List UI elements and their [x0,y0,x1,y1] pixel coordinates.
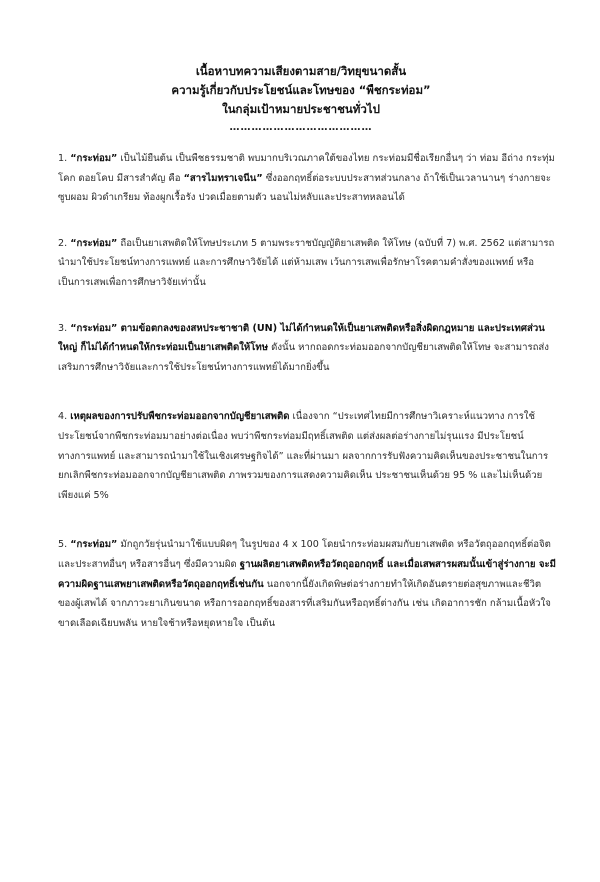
paragraph-4 [58,407,556,505]
header-line-2 [46,81,556,100]
paragraph-segment: ดังนั้น หากถอดกระท่อมออกจากบัญชียาเสพติดให้โทษ จะสามารถส่งเสริมการศึกษาวิจัยและการใช้ประโยชน์ทางการแพทย์ได้มากยิ่งขึ้น [58,342,549,373]
paragraph-segment: เนื่องจาก “ประเทศไทยมีการศึกษาวิเคราะห์แนวทาง การใช้ประโยชน์จากพืชกระท่อมมาอย่างต่อเนื่อง พบว่าพืชกระท่อมมีฤทธิ์เสพติด แต่ส่งผลต่อร่างกายไม่รุนแรง มีประโยชน์ทางการแพทย์ และสามารถนำมาใช้ในเชิงเศรษฐกิจได้” และที่ผ่านมา ผลจากการรับฟังความคิดเห็นของประชาชนในการยกเลิกพืชกระท่อมออกจากบัญชียาเสพติด ภาพรวมของการแสดงความคิดเห็น ประชาชนเห็นด้วย 95 % และไม่เห็นด้วยเพียงแค่ 5% [58,411,549,501]
article-header [46,62,556,119]
paragraph-segment: ฐานผลิตยาเสพติดหรือวัตถุออกฤทธิ์ และเมื่อเสพสารผสมนั้นเข้าสู่ร่างกาย จะมีความผิดฐานเสพยาเสพติดหรือวัตถุออกฤทธิ์เช่นกัน [58,558,556,590]
header-line-2-term: “พืชกระท่อม” [358,83,431,97]
paragraph-number: 3. [58,322,71,334]
paragraph-number: 5. [58,539,71,551]
paragraph-segment: “สารไมทราเจนีน” [183,172,263,184]
paragraph-5 [58,535,556,633]
header-line-2-prefix: ความรู้เกี่ยวกับประโยชน์และโทษของ [171,83,359,97]
paragraph-segment: ซึ่งออกฤทธิ์ต่อระบบประสาทส่วนกลาง ถ้าใช้เป็นเวลานานๆ ร่างกายจะซูบผอม ผิวดำเกรียม ท้องผูกเรื้อรัง ปวดเมื่อยตามตัว นอนไม่หลับและประสาทหลอนได้ [58,172,552,204]
paragraph-segment: มักถูกวัยรุ่นนำมาใช้แบบผิดๆ ในรูปของ 4 x 100 โดยนำกระท่อมผสมกับยาเสพติด หรือวัตถุออกฤทธิ์ต่อจิตและประสาทอื่นๆ หรือสารอื่นๆ ซึ่งมีความผิด [58,539,551,570]
paragraph-segment: เป็นไม้ยืนต้น เป็นพืชธรรมชาติ พบมากบริเวณภาคใต้ของไทย กระท่อมมีชื่อเรียกอื่นๆ ว่า ท่อม อีถ่าง กระทุ่มโคก ดอยโคบ มีสารสำคัญ คือ [58,153,555,184]
paragraph-segment: “กระท่อม” ตามข้อตกลงของสหประชาชาติ (UN) ไม่ได้กำหนดให้เป็นยาเสพติดหรือสิ่งผิดกฎหมาย และประเทศส่วนใหญ่ ก็ไม่ได้กำหนดให้กระท่อมเป็นยาเสพติดให้โทษ [58,322,545,354]
paragraph-segment: “กระท่อม” [70,237,118,249]
header-line-3: ในกลุ่มเป้าหมายประชาชนทั่วไป [222,102,380,116]
paragraph-3 [58,319,556,378]
paragraph-segment: ถือเป็นยาเสพติดให้โทษประเภท 5 ตามพระราชบัญญัติยาเสพติด ให้โทษ (ฉบับที่ 7) พ.ศ. 2562 แต่สามารถนำมาใช้ประโยชน์ทางการแพทย์ และการศึกษาวิจัยได้ แต่ห้ามเสพ เว้นการเสพเพื่อรักษาโรคตามคำสั่งของแพทย์ หรือเป็นการเสพเพื่อการศึกษาวิจัยเท่านั้น [58,237,555,288]
paragraph-1 [58,149,556,208]
paragraph-segment: “กระท่อม” [70,539,118,551]
header-divider: ………………………………… [229,122,373,133]
header-line-1: เนื้อหาบทความเสียงตามสาย/วิทยุขนาดสั้น [195,64,407,78]
paragraph-segment: “กระท่อม” [70,153,118,164]
paragraph-number: 4. [58,411,71,423]
paragraph-number: 1. [58,153,71,164]
paragraph-number: 2. [58,237,71,249]
paragraph-segment: นอกจากนี้ยังเกิดพิษต่อร่างกายทำให้เกิดอันตรายต่อสุขภาพและชีวิตของผู้เสพได้ จากภาวะยาเกินขนาด หรือการออกฤทธิ์ของสารที่เสริมกันหรือฤทธิ์ต่างกัน เช่น เกิดอาการชัก กล้ามเนื้อหัวใจขาดเลือดเฉียบพลัน หายใจช้าหรือหยุดหายใจ เป็นต้น [58,578,551,629]
paragraph-2 [58,234,556,293]
paragraph-segment: เหตุผลของการปรับพืชกระท่อมออกจากบัญชียาเสพติด [70,411,290,423]
